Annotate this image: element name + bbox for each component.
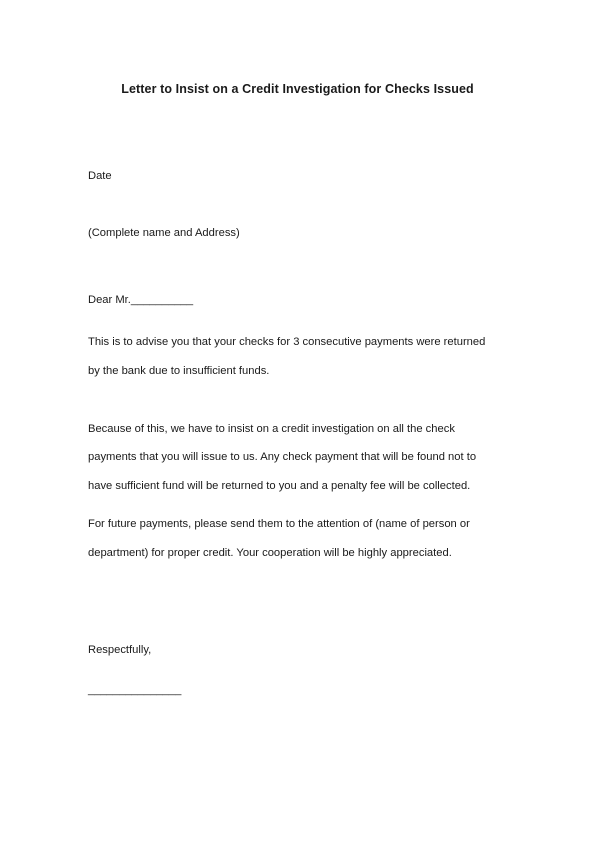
paragraph-3-line-1: For future payments, please send them to the attention of (name of person or — [88, 518, 470, 530]
paragraph-1-line-2: by the bank due to insufficient funds. — [88, 365, 270, 377]
recipient-address: (Complete name and Address) — [88, 227, 240, 239]
paragraph-3-line-2: department) for proper credit. Your cooperation will be highly appreciated. — [88, 547, 452, 559]
paragraph-2-line-1: Because of this, we have to insist on a credit investigation on all the check — [88, 423, 455, 435]
paragraph-2-line-2: payments that you will issue to us. Any check payment that will be found not to — [88, 451, 477, 463]
paragraph-1-line-1: This is to advise you that your checks for 3 consecutive payments were returned — [88, 336, 486, 348]
closing: Respectfully, — [88, 644, 152, 656]
date-line: Date — [88, 170, 112, 182]
signature-line: _______________ — [88, 684, 182, 696]
letter-title: Letter to Insist on a Credit Investigation for Checks Issued — [121, 82, 474, 96]
paragraph-2-line-3: have sufficient fund will be returned to you and a penalty fee will be collected. — [88, 480, 471, 492]
salutation: Dear Mr.__________ — [88, 294, 194, 306]
